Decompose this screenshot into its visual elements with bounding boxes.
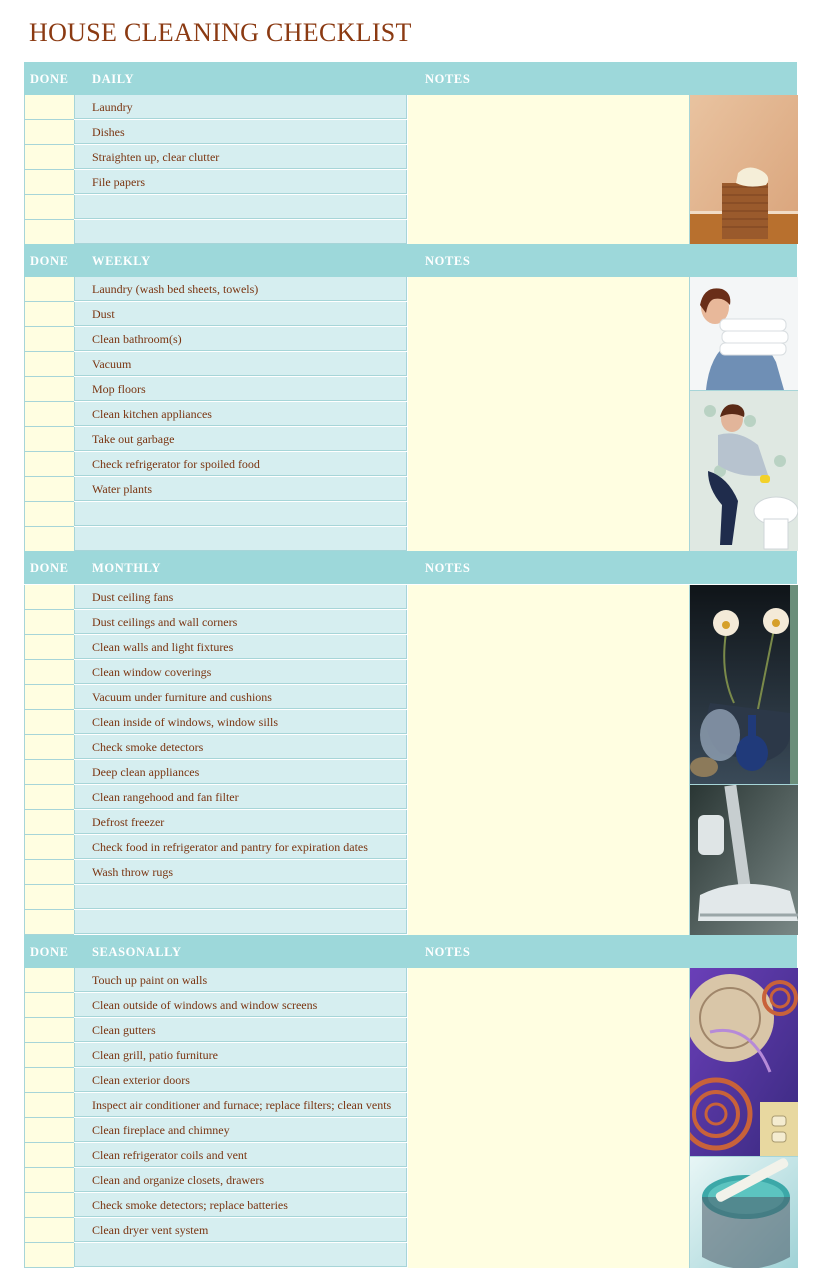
page-title: HOUSE CLEANING CHECKLIST [29,18,412,47]
task-row [24,1143,407,1168]
done-checkbox-cell[interactable] [24,277,74,302]
done-checkbox-cell[interactable] [24,1218,74,1243]
task-cell[interactable]: Clean refrigerator coils and vent [74,1143,407,1167]
done-checkbox-cell[interactable] [24,660,74,685]
task-row [24,785,407,810]
done-checkbox-cell[interactable] [24,1143,74,1168]
task-cell[interactable]: Dust [74,302,407,326]
task-row [24,885,407,910]
task-row [24,685,407,710]
notes-column-label: NOTES [425,561,471,575]
task-row [24,527,407,552]
done-checkbox-cell[interactable] [24,585,74,610]
task-cell[interactable]: Defrost freezer [74,810,407,834]
task-cell[interactable]: Clean kitchen appliances [74,402,407,426]
task-list [24,95,407,245]
task-row [24,1043,407,1068]
thermostat-and-outlet-photo [690,968,798,1156]
task-row [24,120,407,145]
task-row [24,302,407,327]
task-cell[interactable]: Laundry (wash bed sheets, towels) [74,277,407,301]
task-row [24,810,407,835]
photo-column [689,968,798,1268]
task-cell[interactable]: Dishes [74,120,407,144]
done-checkbox-cell[interactable] [24,527,74,552]
section-header [24,62,797,95]
done-checkbox-cell[interactable] [24,145,74,170]
done-column-label: DONE [30,561,69,575]
done-checkbox-cell[interactable] [24,685,74,710]
task-row [24,635,407,660]
notes-column-label: NOTES [425,945,471,959]
task-list [24,585,407,935]
task-cell[interactable]: Vacuum [74,352,407,376]
task-row [24,195,407,220]
paint-can-photo [690,1156,798,1268]
done-checkbox-cell[interactable] [24,1243,74,1268]
task-row [24,1018,407,1043]
task-cell[interactable]: Clean grill, patio furniture [74,1043,407,1067]
done-checkbox-cell[interactable] [24,477,74,502]
done-checkbox-cell[interactable] [24,885,74,910]
task-row [24,452,407,477]
task-cell[interactable]: Inspect air conditioner and furnace; replace filters; clean vents [74,1093,407,1117]
done-checkbox-cell[interactable] [24,1168,74,1193]
task-row [24,1243,407,1268]
task-cell[interactable]: Clean outside of windows and window screens [74,993,407,1017]
task-cell[interactable]: Deep clean appliances [74,760,407,784]
task-cell[interactable]: Dust ceiling fans [74,585,407,609]
photo-column [689,585,798,935]
task-row [24,145,407,170]
task-row [24,352,407,377]
task-cell[interactable] [74,502,407,526]
vacuum-cleaner-photo [690,784,798,935]
done-checkbox-cell[interactable] [24,610,74,635]
done-checkbox-cell[interactable] [24,1118,74,1143]
task-cell[interactable]: File papers [74,170,407,194]
section-monthly [24,551,797,935]
task-cell[interactable]: Wash throw rugs [74,860,407,884]
task-cell[interactable]: Clean bathroom(s) [74,327,407,351]
section-header [24,551,797,584]
done-checkbox-cell[interactable] [24,352,74,377]
notes-area[interactable] [408,95,689,244]
task-row [24,735,407,760]
category-label: SEASONALLY [92,945,182,959]
task-row [24,170,407,195]
done-checkbox-cell[interactable] [24,710,74,735]
task-cell[interactable]: Clean walls and light fixtures [74,635,407,659]
task-row [24,835,407,860]
task-row [24,427,407,452]
task-cell[interactable] [74,527,407,551]
task-cell[interactable]: Laundry [74,95,407,119]
task-cell[interactable]: Take out garbage [74,427,407,451]
laundry-basket-photo [690,95,798,244]
task-cell[interactable]: Clean exterior doors [74,1068,407,1092]
done-checkbox-cell[interactable] [24,427,74,452]
done-checkbox-cell[interactable] [24,860,74,885]
task-cell[interactable]: Check refrigerator for spoiled food [74,452,407,476]
task-row [24,610,407,635]
section-weekly [24,244,797,551]
done-checkbox-cell[interactable] [24,1018,74,1043]
done-checkbox-cell[interactable] [24,1068,74,1093]
done-checkbox-cell[interactable] [24,760,74,785]
task-row [24,1068,407,1093]
task-row [24,710,407,735]
task-row [24,993,407,1018]
notes-area[interactable] [408,968,689,1268]
photo-column [689,95,798,244]
task-cell[interactable]: Water plants [74,477,407,501]
task-row [24,502,407,527]
task-cell[interactable]: Clean gutters [74,1018,407,1042]
task-cell[interactable] [74,220,407,244]
task-row [24,1218,407,1243]
category-label: DAILY [92,72,135,86]
done-checkbox-cell[interactable] [24,1093,74,1118]
task-cell[interactable]: Clean window coverings [74,660,407,684]
section-seasonally [24,935,797,1268]
section-daily [24,62,797,244]
task-cell[interactable] [74,885,407,909]
task-cell[interactable]: Straighten up, clear clutter [74,145,407,169]
done-checkbox-cell[interactable] [24,1193,74,1218]
task-cell[interactable]: Clean dryer vent system [74,1218,407,1242]
woman-cleaning-toilet-photo [690,390,798,551]
done-checkbox-cell[interactable] [24,302,74,327]
notes-column-label: NOTES [425,72,471,86]
task-row [24,95,407,120]
section-header [24,244,797,277]
task-cell[interactable]: Clean and organize closets, drawers [74,1168,407,1192]
task-row [24,402,407,427]
done-checkbox-cell[interactable] [24,170,74,195]
task-row [24,1168,407,1193]
notes-column-label: NOTES [425,254,471,268]
done-checkbox-cell[interactable] [24,810,74,835]
task-cell[interactable]: Check food in refrigerator and pantry for expiration dates [74,835,407,859]
task-row [24,660,407,685]
task-row [24,277,407,302]
task-cell[interactable]: Touch up paint on walls [74,968,407,992]
done-checkbox-cell[interactable] [24,195,74,220]
task-cell[interactable]: Vacuum under furniture and cushions [74,685,407,709]
task-row [24,327,407,352]
task-cell[interactable] [74,910,407,934]
photo-column [689,277,798,551]
task-cell[interactable]: Check smoke detectors [74,735,407,759]
task-row [24,377,407,402]
task-row [24,1118,407,1143]
task-cell[interactable] [74,195,407,219]
task-row [24,1093,407,1118]
done-checkbox-cell[interactable] [24,968,74,993]
notes-area[interactable] [408,277,689,551]
done-checkbox-cell[interactable] [24,120,74,145]
done-checkbox-cell[interactable] [24,785,74,810]
done-checkbox-cell[interactable] [24,327,74,352]
task-list [24,968,407,1268]
task-cell[interactable]: Dust ceilings and wall corners [74,610,407,634]
task-row [24,968,407,993]
done-checkbox-cell[interactable] [24,402,74,427]
done-column-label: DONE [30,72,69,86]
task-cell[interactable]: Check smoke detectors; replace batteries [74,1193,407,1217]
task-list [24,277,407,552]
task-row [24,585,407,610]
vases-with-flowers-photo [690,585,798,784]
done-checkbox-cell[interactable] [24,377,74,402]
done-checkbox-cell[interactable] [24,910,74,935]
done-column-label: DONE [30,945,69,959]
done-checkbox-cell[interactable] [24,735,74,760]
task-row [24,477,407,502]
done-checkbox-cell[interactable] [24,452,74,477]
task-cell[interactable] [74,1243,407,1267]
category-label: WEEKLY [92,254,151,268]
task-row [24,910,407,935]
task-cell[interactable]: Clean fireplace and chimney [74,1118,407,1142]
done-checkbox-cell[interactable] [24,95,74,120]
task-cell[interactable]: Mop floors [74,377,407,401]
done-checkbox-cell[interactable] [24,993,74,1018]
task-cell[interactable]: Clean rangehood and fan filter [74,785,407,809]
done-checkbox-cell[interactable] [24,502,74,527]
task-row [24,860,407,885]
task-row [24,1193,407,1218]
section-header [24,935,797,968]
woman-carrying-towels-photo [690,277,798,390]
done-column-label: DONE [30,254,69,268]
done-checkbox-cell[interactable] [24,1043,74,1068]
task-row [24,220,407,245]
done-checkbox-cell[interactable] [24,635,74,660]
task-cell[interactable]: Clean inside of windows, window sills [74,710,407,734]
notes-area[interactable] [408,585,689,935]
category-label: MONTHLY [92,561,162,575]
done-checkbox-cell[interactable] [24,835,74,860]
task-row [24,760,407,785]
done-checkbox-cell[interactable] [24,220,74,245]
